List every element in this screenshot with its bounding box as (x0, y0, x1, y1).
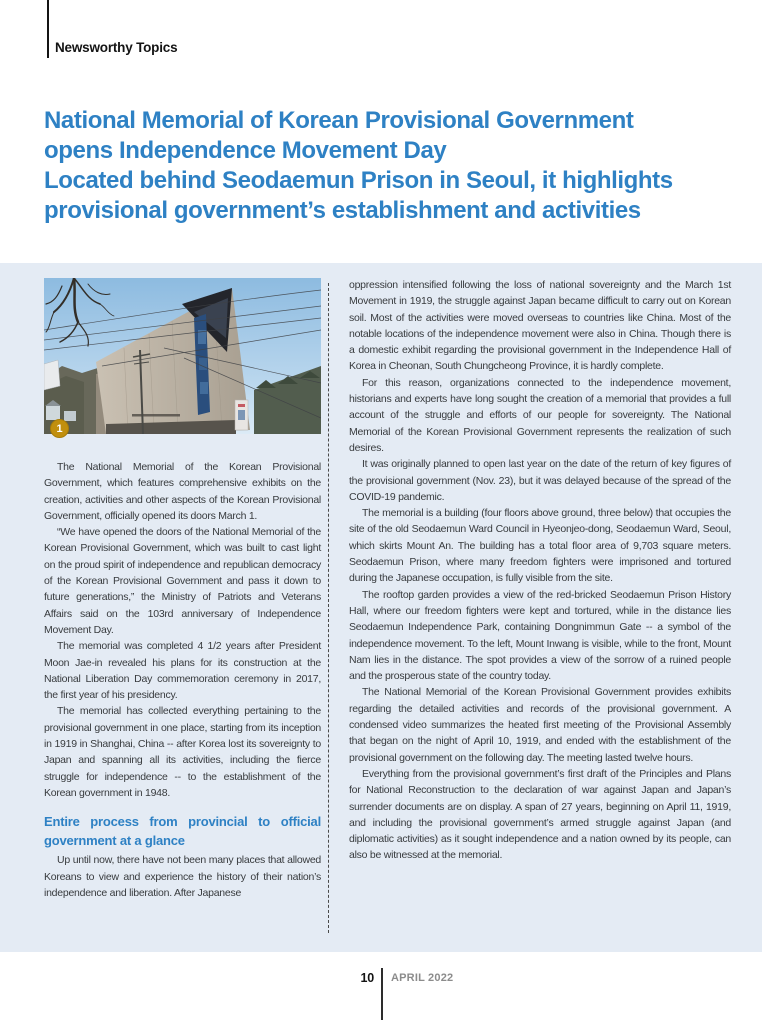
photo-number-badge: 1 (50, 419, 69, 438)
headline-line-3: Located behind Seodaemun Prison in Seoul, it highlights (44, 167, 673, 194)
body-paragraph: Up until now, there have not been many places that allowed Koreans to view and experience the history of their nation’s independence and liberation. After Japanese (44, 854, 321, 899)
section-kicker: Newsworthy Topics (55, 40, 178, 55)
headline-line-4: provisional government’s establishment and activities (44, 197, 641, 224)
page-number: 10 (360, 971, 374, 985)
body-paragraph: For this reason, organizations connected to the independence movement, historians and experts have long sought the creation of a memorial that provides a full account of the struggle and efforts of our people for sovereignty. The National Memorial of the Korean Provisional Government represents the realization of such desires. (349, 376, 731, 454)
column-divider (328, 283, 329, 933)
article-headline (44, 106, 744, 226)
body-paragraph: The National Memorial of the Korean Provisional Government provides exhibits regarding the detailed activities and records of the provisional government. A condensed video summarizes the heated first meeting of the Provisional Assembly that began on the night of April 10, 1919, and ended with the establishment of the provisional government on the following day. The meeting lasted twelve hours. (349, 686, 731, 764)
memorial-photo-illustration (44, 278, 321, 434)
body-paragraph: The memorial was completed 4 1/2 years after President Moon Jae-in revealed his plans for its construction at the National Liberation Day commemoration ceremony in 2017, the first year of his presidency. (44, 640, 321, 702)
issue-date: APRIL 2022 (391, 972, 454, 984)
body-paragraph: The memorial is a building (four floors above ground, three below) that occupies the site of the old Seodaemun Ward Council in Hyeonjeo-dong, Seodaemun Ward, Seoul, which skirts Mount An. The building has a total floor area of 9,703 square meters. Seodaemun Prison, where many freedom fighters were imprisoned and tortured during the Japanese occupation, is fully visible from the site. (349, 507, 731, 585)
body-paragraph: The memorial has collected everything pertaining to the provisional government in one place, starting from its inception in 1919 in Shanghai, China -- after Korea lost its sovereignty to Japan and spanning all its activities, including the fierce struggle for independence -- to the establishment of the Korean government in 1948. (44, 705, 321, 799)
body-paragraph: oppression intensified following the loss of national sovereignty and the March 1st Movement in 1919, the struggle against Japan became difficult to carry out on Korean soil. Most of the activities were moved overseas to countries like China. Most of the notable locations of the independence movement were also in China. Though there is a domestic exhibit regarding the provisional government in the Independence Hall of Korea in Cheonan, South Chungcheong Province, it is hardly complete. (349, 279, 731, 373)
kicker-rule (47, 0, 49, 58)
section-subheading: Entire process from provincial to official government at a glance (44, 814, 321, 849)
body-paragraph: It was originally planned to open last year on the date of the return of key figures of the provisional government (Nov. 23), but it was delayed because of the spread of the COVID-19 pandemic. (349, 458, 731, 503)
body-paragraph: The rooftop garden provides a view of the red-bricked Seodaemun Prison History Hall, where our freedom fighters were kept and tortured, while in the distance lies Seodaemun Independence Park, containing Dongnimmun Gate -- a symbol of the independence movement. To the left, Mount Inwang is visible, while to the front, Mount Nam lies in the distance. The spot provides a view of the sorrow of a ruined people and the prosperous state of the country today. (349, 588, 731, 683)
right-column (349, 277, 731, 864)
left-column (44, 459, 321, 901)
headline-line-2: opens Independence Movement Day (44, 137, 447, 164)
body-paragraph: “We have opened the doors of the National Memorial of the Korean Provisional Government, which was built to cast light on the proud spirit of independence and republican democracy of the Korean Provisional Government and pass it down to future generations,” the Ministry of Patriots and Veterans Affairs said on the 103rd anniversary of Independence Movement Day. (44, 526, 321, 636)
footer-rule (381, 968, 383, 1020)
headline-line-1: National Memorial of Korean Provisional Government (44, 107, 634, 134)
body-paragraph: Everything from the provisional government’s first draft of the Principles and Plans for National Reconstruction to the declaration of war against Japan and Japan’s surrender documents are on display. A span of 27 years, beginning on April 11, 1919, and including the provisional government’s armed struggle against Japan (and diplomatic activities) as it sought independence and a nation owned by its people, can also be witnessed at the memorial. (349, 767, 731, 862)
memorial-building-photo (44, 278, 321, 434)
body-paragraph: The National Memorial of the Korean Provisional Government, which features comprehensive exhibits on the creation, activities and other aspects of the Korean Provisional Government, officially opened its doors March 1. (44, 461, 321, 522)
